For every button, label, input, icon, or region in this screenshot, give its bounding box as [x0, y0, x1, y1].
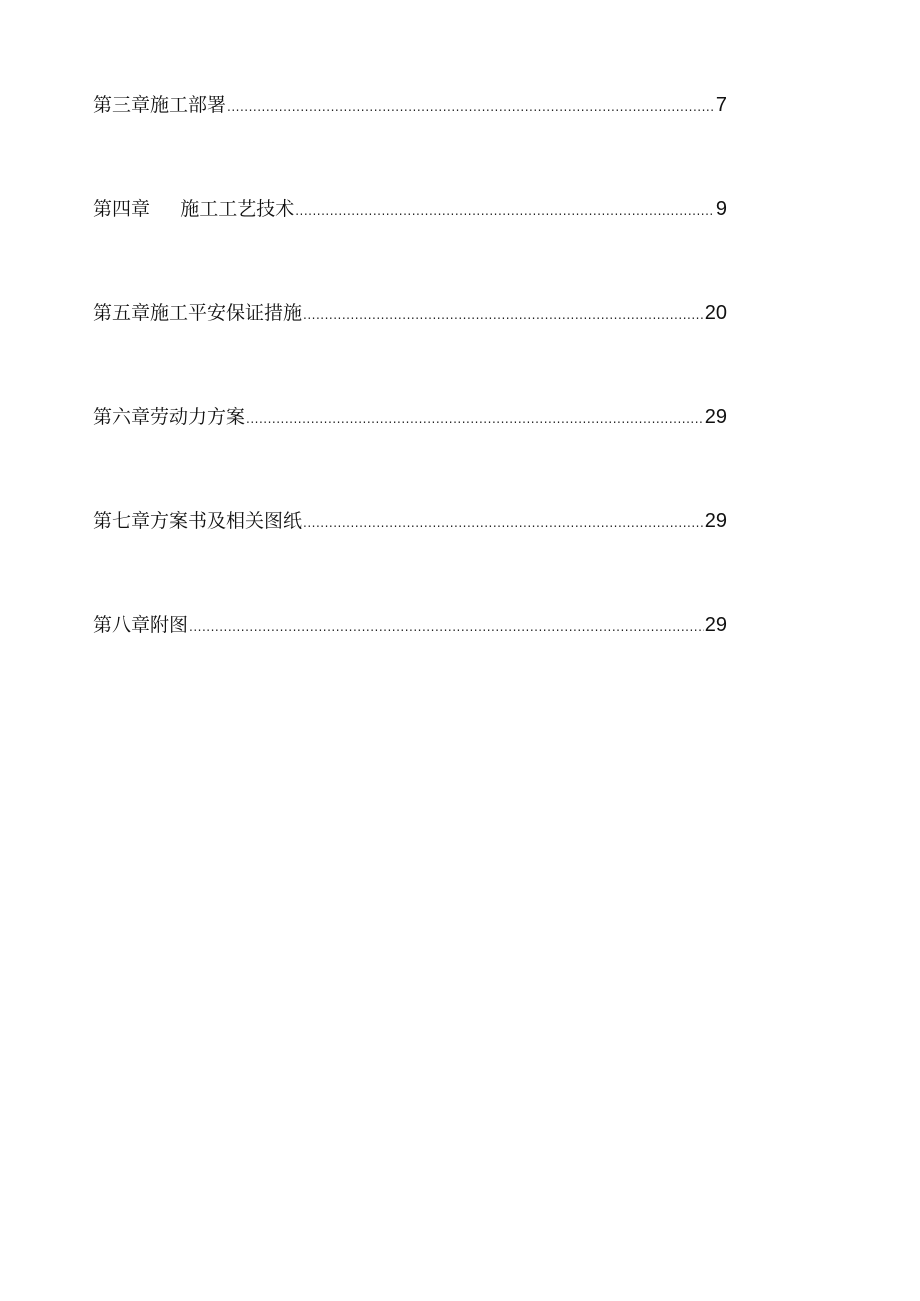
toc-entry-title: 第三章施工部署 — [93, 94, 227, 116]
toc-entry-title: 第四章 施工工艺技术 — [93, 198, 295, 220]
toc-dot-leader — [295, 194, 715, 228]
toc-entry-page-number: 29 — [704, 614, 727, 636]
toc-dot-leader — [303, 298, 704, 332]
toc-entry-page-number: 9 — [715, 198, 727, 220]
toc-dot-leader — [246, 402, 704, 436]
toc-entry-title: 第八章附图 — [93, 614, 189, 636]
toc-dot-leader — [189, 610, 704, 644]
toc-entry-title: 第六章劳动力方案 — [93, 406, 246, 428]
toc-entry-page-number: 20 — [704, 302, 727, 324]
toc-entry-chapter-3[interactable] — [93, 88, 727, 122]
toc-dot-leader — [303, 506, 704, 540]
toc-entry-chapter-6[interactable] — [93, 400, 727, 434]
toc-entry-chapter-7[interactable] — [93, 504, 727, 538]
toc-entry-title: 第七章方案书及相关图纸 — [93, 510, 303, 532]
toc-entry-chapter-4[interactable] — [93, 192, 727, 226]
toc-entry-page-number: 7 — [715, 94, 727, 116]
toc-dot-leader — [227, 90, 715, 124]
toc-entry-page-number: 29 — [704, 406, 727, 428]
toc-entry-page-number: 29 — [704, 510, 727, 532]
toc-entry-title: 第五章施工平安保证措施 — [93, 302, 303, 324]
table-of-contents — [93, 88, 727, 712]
toc-entry-chapter-8[interactable] — [93, 608, 727, 642]
toc-entry-chapter-5[interactable] — [93, 296, 727, 330]
